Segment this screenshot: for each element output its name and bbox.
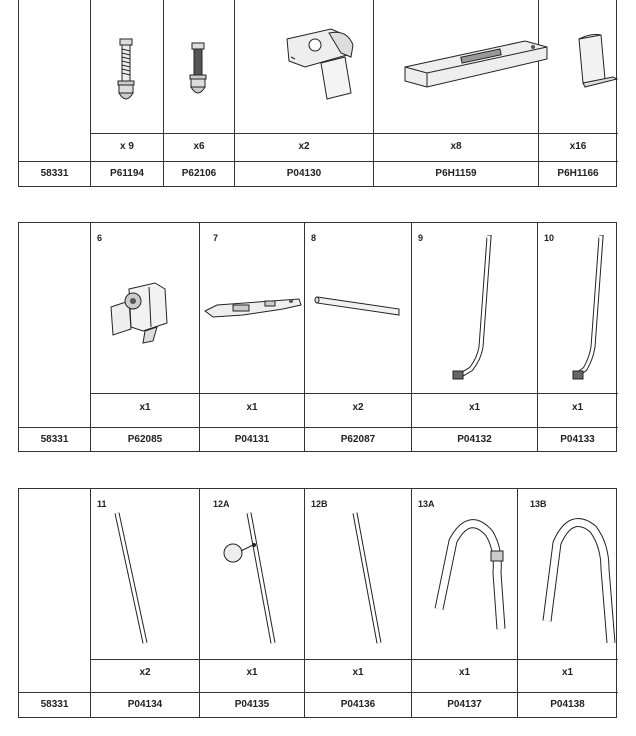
item-number: 12B xyxy=(311,499,328,509)
part-number: P04135 xyxy=(234,699,270,710)
u-frame-with-clamp-icon xyxy=(431,513,511,633)
quantity-label: x 9 xyxy=(120,141,134,152)
item-number: 12A xyxy=(213,499,230,509)
part-number: P61194 xyxy=(110,168,144,179)
quantity-label: x1 xyxy=(246,667,258,678)
bolt-with-nut-icon xyxy=(111,37,141,109)
quantity-label: x1 xyxy=(561,667,574,678)
bent-pole-icon xyxy=(445,235,495,385)
part-number: P62085 xyxy=(127,434,163,445)
quantity-label: x1 xyxy=(352,667,364,678)
quantity-label: x1 xyxy=(571,402,584,413)
quantity-label: x16 xyxy=(569,141,587,152)
parts-table-2 xyxy=(18,222,617,452)
model-code: 58331 xyxy=(40,699,69,710)
short-bolt-with-nut-icon xyxy=(185,41,211,101)
parts-table-3 xyxy=(18,488,617,718)
item-number: 13B xyxy=(530,499,547,509)
part-number: P04134 xyxy=(127,699,163,710)
quantity-label: x2 xyxy=(298,141,310,152)
joint-bracket-icon xyxy=(109,279,171,345)
part-number: P04133 xyxy=(560,434,595,445)
quantity-label: x2 xyxy=(139,667,151,678)
item-number: 8 xyxy=(311,233,317,243)
part-number: P04136 xyxy=(340,699,376,710)
angled-connector-icon xyxy=(281,23,371,103)
part-number: P04131 xyxy=(234,434,270,445)
parts-table-1 xyxy=(18,0,617,187)
part-number: P04130 xyxy=(286,168,322,179)
straight-pole-icon xyxy=(345,511,385,647)
long-base-connector-icon xyxy=(401,33,551,93)
pole-with-knob-icon xyxy=(213,511,283,647)
quantity-label: x1 xyxy=(139,402,151,413)
u-frame-icon xyxy=(539,513,619,643)
quantity-label: x1 xyxy=(468,402,481,413)
model-code: 58331 xyxy=(40,168,69,179)
part-number: P6H1166 xyxy=(557,168,599,179)
part-number: P6H1159 xyxy=(435,168,477,179)
bent-pole-icon xyxy=(563,235,613,385)
item-number: 6 xyxy=(97,233,103,243)
quantity-label: x6 xyxy=(193,141,205,152)
quantity-label: x1 xyxy=(246,402,258,413)
part-number: P62106 xyxy=(181,168,217,179)
part-number: P04132 xyxy=(457,434,492,445)
short-bar-icon xyxy=(313,293,403,319)
part-number: P04137 xyxy=(447,699,482,710)
item-number: 10 xyxy=(544,233,555,243)
clip-icon xyxy=(575,31,625,91)
part-number: P62087 xyxy=(340,434,376,445)
item-number: 9 xyxy=(418,233,424,243)
item-number: 11 xyxy=(97,499,107,509)
quantity-label: x8 xyxy=(450,141,462,152)
part-number: P04138 xyxy=(550,699,585,710)
quantity-label: x2 xyxy=(352,402,364,413)
straight-pole-icon xyxy=(111,511,151,647)
flat-rail-bracket-icon xyxy=(203,293,303,323)
quantity-label: x1 xyxy=(458,667,471,678)
item-number: 7 xyxy=(213,233,219,243)
model-code: 58331 xyxy=(40,434,69,445)
item-number: 13A xyxy=(418,499,435,509)
